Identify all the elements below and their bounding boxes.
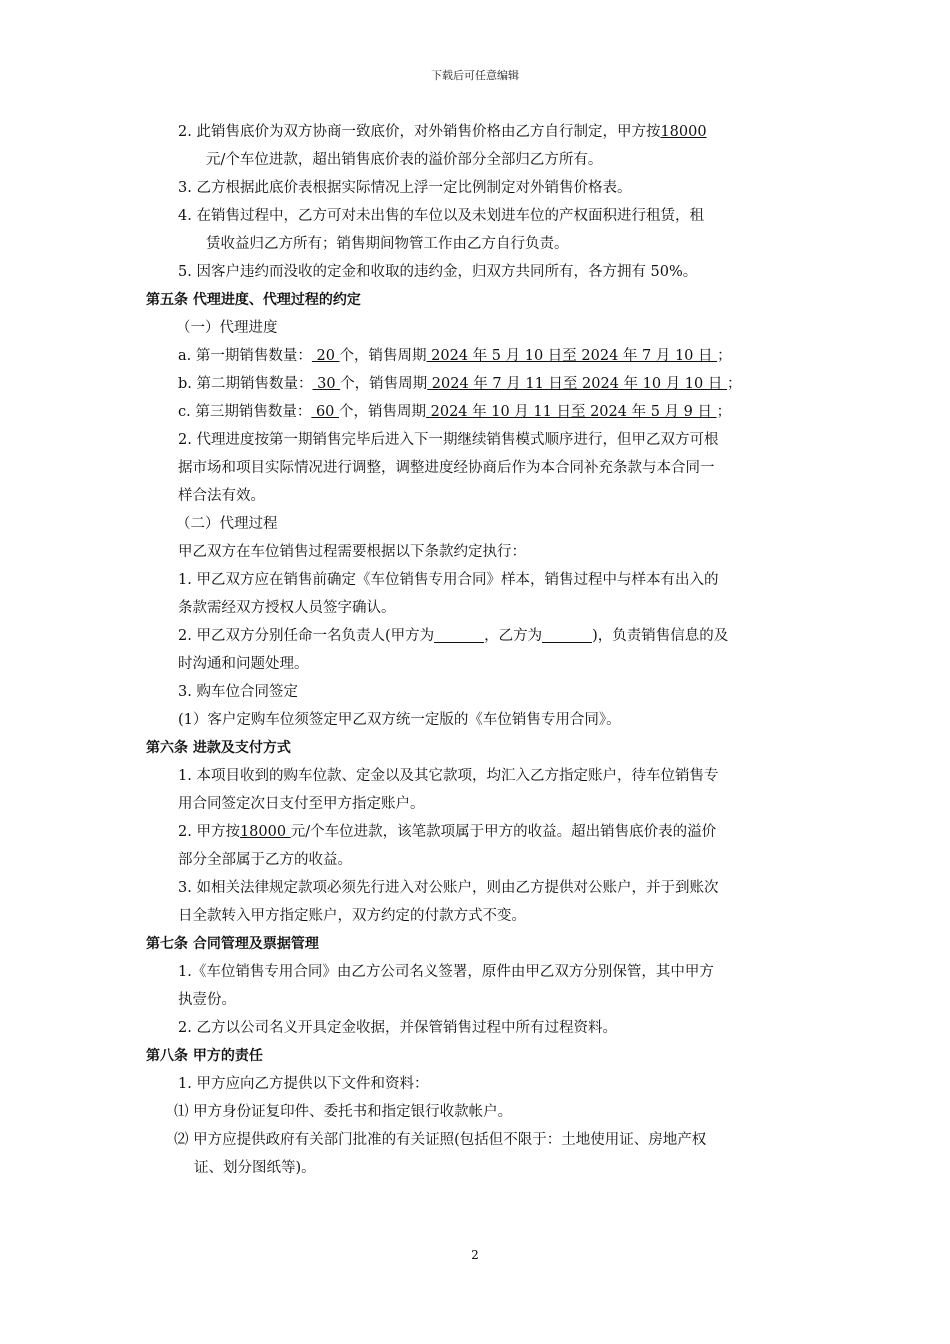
text-run: ，乙方为	[484, 628, 543, 644]
text-line	[146, 706, 810, 734]
text-run: 3. 购车位合同签定	[178, 684, 298, 700]
text-line	[146, 790, 810, 818]
text-run: 2. 此销售底价为双方协商一致底价，对外销售价格由乙方自行制定，甲方按	[178, 124, 661, 140]
text-run: ⑴ 甲方身份证复印件、委托书和指定银行收款帐户。	[174, 1104, 513, 1120]
text-line	[146, 986, 810, 1014]
fill-blank	[542, 626, 592, 643]
text-run: 2. 甲乙双方分别任命一名负责人(甲方为	[178, 628, 435, 644]
text-line	[146, 566, 810, 594]
text-run: 第七条 合同管理及票据管理	[146, 936, 319, 952]
fill-blank	[434, 626, 484, 643]
text-run: ；	[717, 348, 732, 364]
section-heading	[146, 930, 810, 958]
text-run: 个，销售周期	[339, 348, 427, 364]
underlined-value: 18000	[660, 124, 707, 140]
text-run: （一）代理进度	[176, 320, 278, 336]
text-line	[146, 678, 810, 706]
text-line	[146, 1014, 810, 1042]
text-line	[146, 174, 810, 202]
text-run: 1.《车位销售专用合同》由乙方公司名义签署，原件由甲乙双方分别保管，其中甲方	[178, 964, 714, 980]
text-run: 3. 乙方根据此底价表根据实际情况上浮一定比例制定对外销售价格表。	[178, 180, 632, 196]
text-run: 1. 甲方应向乙方提供以下文件和资料：	[178, 1076, 429, 1092]
text-line	[146, 538, 810, 566]
text-line	[146, 902, 810, 930]
text-run: 第八条 甲方的责任	[146, 1048, 263, 1064]
text-run: 1. 本项目收到的购车位款、定金以及其它款项，均汇入乙方指定账户，待车位销售专	[178, 768, 719, 784]
text-run: )，负责销售信息的及	[592, 628, 729, 644]
text-run: 个，销售周期	[339, 404, 427, 420]
text-line	[146, 146, 810, 174]
text-run: 证、划分图纸等)。	[194, 1160, 316, 1176]
text-run: ；	[726, 376, 742, 392]
text-line	[146, 426, 810, 454]
text-line	[146, 650, 810, 678]
text-run: 时沟通和问题处理。	[178, 656, 309, 672]
text-line	[146, 1126, 810, 1154]
text-run: 2. 乙方以公司名义开具定金收据，并保管销售过程中所有过程资料。	[178, 1020, 617, 1036]
text-run: b. 第二期销售数量：	[178, 376, 313, 392]
text-run: 5. 因客户违约而没收的定金和收取的违约金，归双方共同所有，各方拥有 50%。	[178, 264, 698, 280]
text-run: 赁收益归乙方所有；销售期间物管工作由乙方自行负责。	[206, 236, 569, 252]
underlined-value: 2024 年 5 月 10 日至 2024 年 7 月 10 日	[426, 348, 718, 364]
document-body	[146, 118, 810, 1182]
text-line	[146, 118, 810, 146]
underlined-value: 30	[312, 376, 341, 392]
text-run: (1）客户定购车位须签定甲乙双方统一定版的《车位销售专用合同》。	[178, 712, 621, 728]
underlined-value: 2024 年 7 月 11 日至 2024 年 10 月 10 日	[427, 376, 727, 392]
text-run: （二）代理过程	[176, 516, 278, 532]
text-line	[146, 510, 810, 538]
text-line	[146, 1098, 810, 1126]
text-line	[146, 1070, 810, 1098]
text-line	[146, 370, 810, 398]
text-run: 用合同签定次日支付至甲方指定账户。	[178, 796, 425, 812]
text-run: 日全款转入甲方指定账户，双方约定的付款方式不变。	[178, 908, 526, 924]
text-run: 部分全部属于乙方的收益。	[178, 852, 352, 868]
text-line	[146, 482, 810, 510]
underlined-value: 2024 年 10 月 11 日至 2024 年 5 月 9 日	[426, 404, 717, 420]
section-heading	[146, 734, 810, 762]
text-line	[146, 594, 810, 622]
text-run: 执壹份。	[178, 992, 236, 1008]
text-run: 样合法有效。	[178, 488, 265, 504]
text-run: 个，销售周期	[340, 376, 428, 392]
text-run: 1. 甲乙双方应在销售前确定《车位销售专用合同》样本，销售过程中与样本有出入的	[178, 572, 719, 588]
underlined-value: 60	[311, 404, 340, 420]
text-run: 第六条 进款及支付方式	[146, 740, 291, 756]
text-line	[146, 874, 810, 902]
text-line	[146, 454, 810, 482]
text-line	[146, 1154, 810, 1182]
text-line	[146, 342, 810, 370]
text-run: 甲乙双方在车位销售过程需要根据以下条款约定执行：	[178, 544, 526, 560]
text-line	[146, 398, 810, 426]
text-run: 第五条 代理进度、代理过程的约定	[146, 292, 361, 308]
page-header: 下载后可任意编辑	[431, 69, 519, 82]
text-run: 2. 代理进度按第一期销售完毕后进入下一期继续销售模式顺序进行，但甲乙双方可根	[178, 432, 719, 448]
text-run: 据市场和项目实际情况进行调整，调整进度经协商后作为本合同补充条款与本合同一	[178, 460, 715, 476]
underlined-value: 18000	[239, 824, 291, 840]
section-heading	[146, 1042, 810, 1070]
text-line	[146, 818, 810, 846]
text-line	[146, 258, 810, 286]
text-line	[146, 314, 810, 342]
text-run: 元/个车位进款，该笔款项属于甲方的收益。超出销售底价表的溢价	[290, 824, 717, 840]
underlined-value: 20	[311, 348, 340, 364]
text-line	[146, 230, 810, 258]
text-line	[146, 846, 810, 874]
text-line	[146, 762, 810, 790]
text-run: 4. 在销售过程中，乙方可对未出售的车位以及未划进车位的产权面积进行租赁，租	[178, 208, 704, 224]
text-run: 条款需经双方授权人员签字确认。	[178, 600, 396, 616]
section-heading	[146, 286, 810, 314]
text-run: a. 第一期销售数量：	[178, 348, 312, 364]
text-line	[146, 622, 810, 650]
text-run: 元/个车位进款，超出销售底价表的溢价部分全部归乙方所有。	[206, 152, 603, 168]
text-run: ；	[716, 404, 732, 420]
text-line	[146, 958, 810, 986]
text-run: ⑵ 甲方应提供政府有关部门批准的有关证照(包括但不限于：土地使用证、房地产权	[174, 1132, 707, 1148]
text-run: 2. 甲方按	[178, 824, 240, 840]
text-line	[146, 202, 810, 230]
text-run: c. 第三期销售数量：	[178, 404, 312, 420]
page-number: 2	[471, 1248, 479, 1262]
text-run: 3. 如相关法律规定款项必须先行进入对公账户，则由乙方提供对公账户，并于到账次	[178, 880, 719, 896]
